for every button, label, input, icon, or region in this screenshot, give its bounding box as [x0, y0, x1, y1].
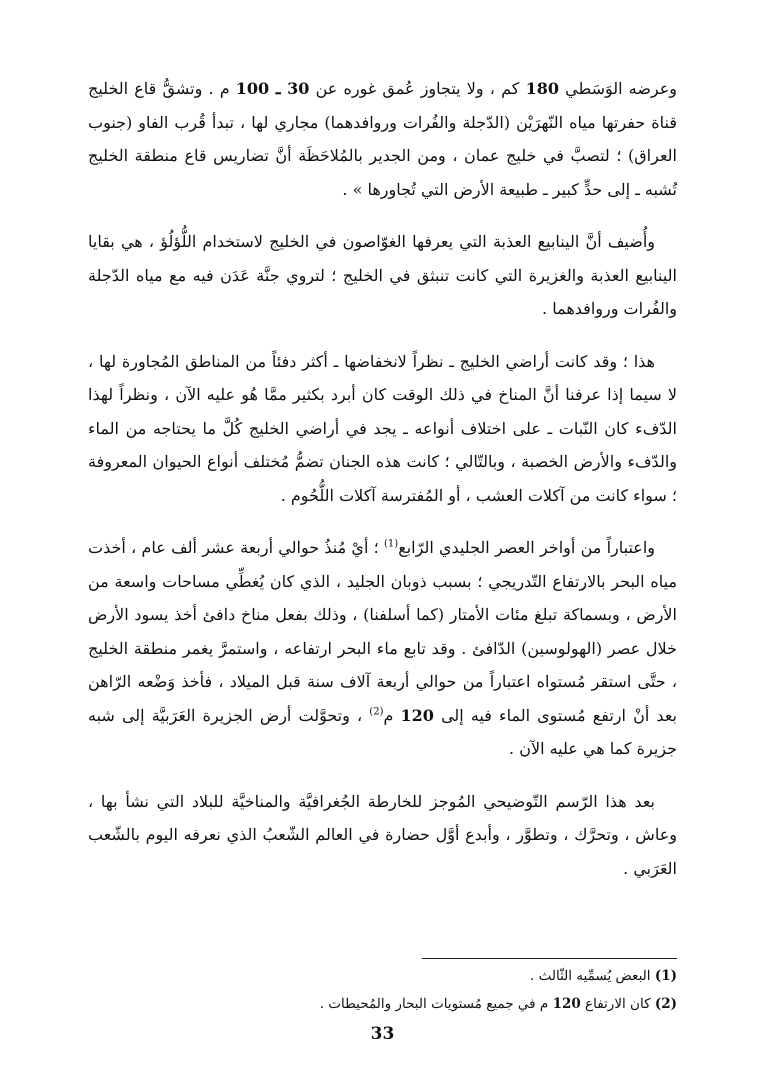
paragraph-text: م . وتشقُّ قاع الخليج قناة حفرتها مياه النّهرَيْن (الدّجلة والفُرات وروافدهما) مجاري لها ، تبدأ قُرب الفاو (جنوب العراق) ؛ لتصبَّ في خليج عمان ، ومن الجدير بالمُلاحَظَة أنَّ تضاريس قاع منطقة الخليج تُشبه ـ إلى حدٍّ كبير ـ طبيعة الأرض التي تُجاورها » . [88, 79, 677, 199]
paragraph [88, 345, 677, 513]
paragraph-number: 30 ـ 100 [235, 79, 310, 98]
footnote-number: 120 [552, 996, 581, 1012]
paragraph-number: 180 [525, 79, 559, 98]
paragraph-text: بعد هذا الرّسم التّوضيحي المُوجز للخارطة الجُغرافيَّة والمناخيَّة للبلاد التي نشأ بها ، وعاش ، وتحرَّك ، وتطوَّر ، وأبدع أوَّل حضارة في العالم الشّعبُ الذي نعرفه اليوم بالشّعب العَرَبي . [88, 791, 677, 878]
paragraph-text: كم ، ولا يتجاوز عُمق غوره عن [309, 79, 526, 98]
paragraph-text: وأُضيف أنَّ الينابيع العذبة التي يعرفها الغوّاصون في الخليج لاستخدام اللُّؤلُؤ ، هي بقايا الينابيع العذبة والغزيرة التي كانت تنبثق في الخليج ؛ لتروي جنَّة عَدَن فيه مع مياه الدّجلة والفُرات وروافدهما . [88, 232, 677, 318]
footnotes [88, 962, 677, 1018]
paragraph-text: واعتباراً من أواخر العصر الجليدي الرّابع [398, 538, 656, 557]
footnote-1-text: البعض يُسمِّيه الثّالث . [530, 968, 655, 984]
paragraph-text: م [383, 705, 401, 725]
paragraph-text: ؛ أيْ مُنذُ حوالي أربعة عشر ألف عام ، أخذت مياه البحر بالارتفاع التّدريجي ؛ بسبب ذوبان الجليد ، الذي كان يُغطِّي مساحات واسعة من الأرض ، وبسماكة تبلغ مئات الأمتار (كما أسلفنا) ، وذلك بفعل مناخ دافئ أخذ يسود الأرض خلال عصر (الهولوسين) الدّافئ . وقد تابع ماء البحر ارتفاعه ، واستمرَّ يغمر منطقة الخليج ، حتَّى استقر مُستواه اعتباراً من حوالي أربعة آلاف سنة قبل الميلاد ، فأخذ وَضْعه الرّاهن بعد أنْ ارتفع مُستوى الماء فيه إلى [88, 538, 678, 725]
paragraph-text: ، وتحوَّلت أرض الجزيرة العَرَبيَّة إلى شبه جزيرة كما هي عليه الآن . [88, 705, 677, 758]
footnote-reference: (2) [369, 706, 384, 718]
page-number: 33 [370, 1024, 395, 1044]
paragraph [88, 531, 677, 766]
footnote-text: كان الارتفاع [580, 996, 655, 1012]
footnote-separator [422, 958, 677, 959]
paragraph-text: هذا ؛ وقد كانت أراضي الخليج ـ نظراً لانخفاضها ـ أكثر دفئاً من المناطق المُجاورة لها ، لا سيما إذا عرفنا أنَّ المناخ في ذلك الوقت كان أبرد بكثير ممَّا هُو عليه الآن ، ونظراً لهذا الدّفء كان النّبات ـ على اختلاف أنواعه ـ يجد في أراضي الخليج كُلَّ ما يحتاجه من الماء والدّفء والأرض الخصبة ، وبالتّالي ؛ كانت هذه الجنان تضمُّ مُختلف أنواع الحيوان المعروفة ؛ سواء كانت من آكلات العشب ، أو المُفترسة آكلات اللُّحُوم . [88, 351, 678, 505]
main-text [88, 72, 677, 904]
footnote-1-marker: (1) [654, 968, 677, 984]
paragraph [88, 225, 677, 326]
footnote-1 [88, 962, 677, 990]
paragraph [88, 785, 677, 886]
footnote-number: (2) [654, 996, 677, 1012]
paragraph [88, 72, 677, 206]
paragraph-number: 120 [400, 705, 434, 725]
footnote-text: م في جميع مُستويات البحار والمُحيطات . [319, 996, 553, 1012]
footnote-reference: (1) [384, 538, 399, 550]
paragraph-text: وعرضه الوَسَطي [558, 79, 678, 98]
footnote-2 [88, 990, 677, 1018]
